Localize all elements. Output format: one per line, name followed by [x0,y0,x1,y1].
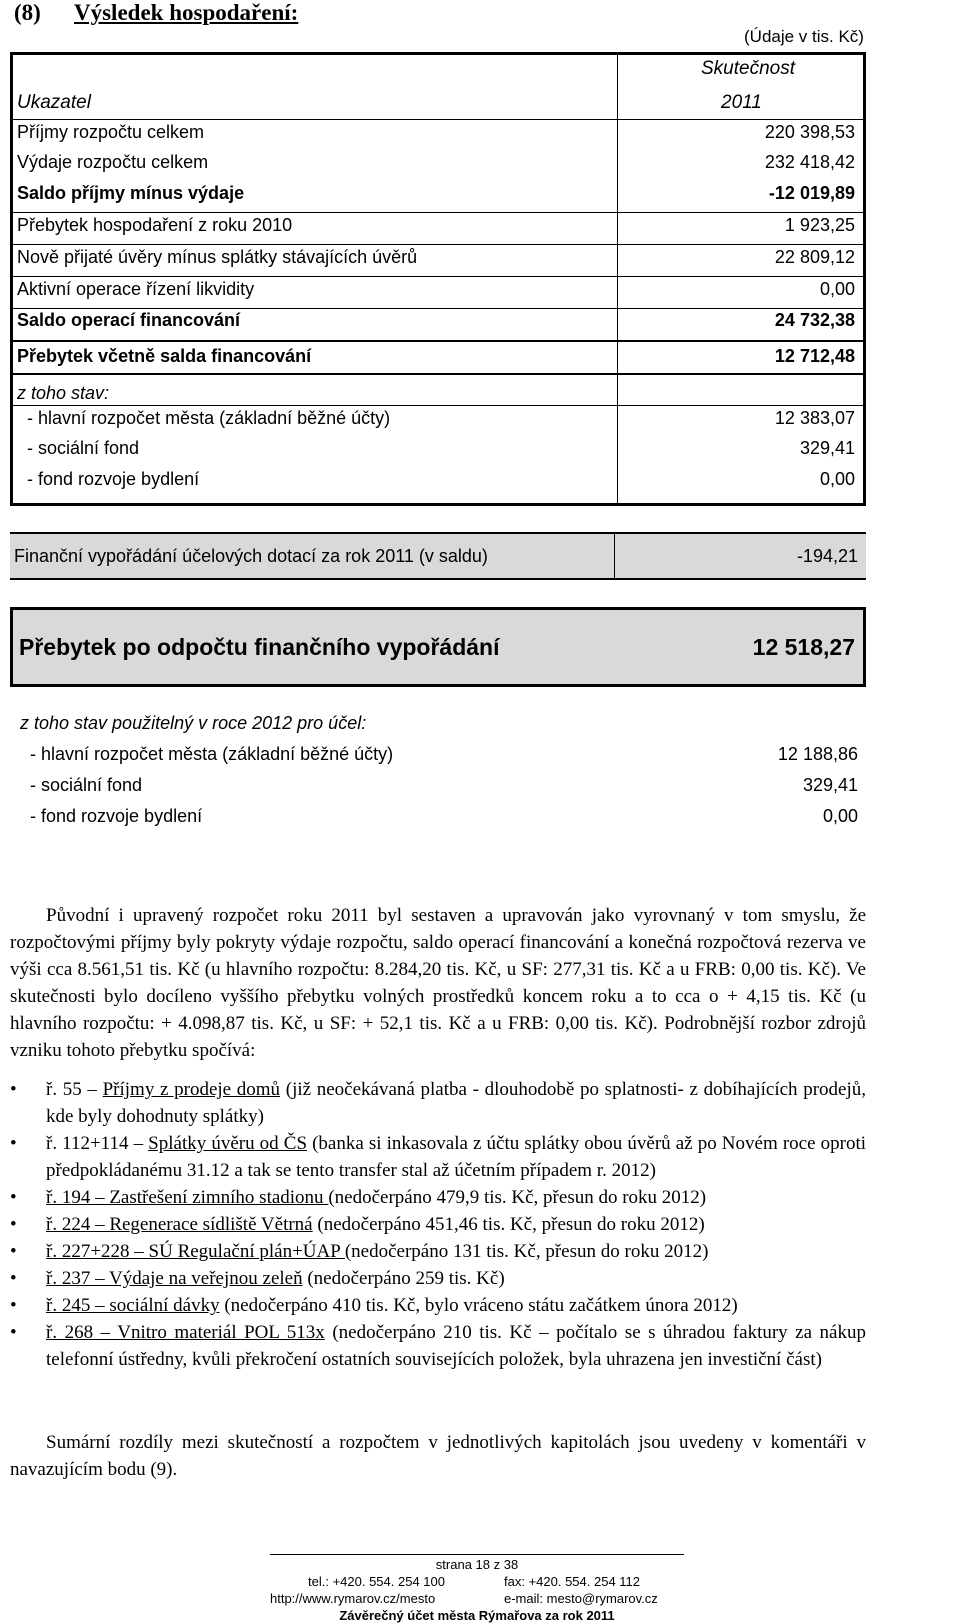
table-row [10,806,866,836]
table-row [13,152,863,182]
row-value: 12 712,48 [774,346,855,366]
row-label: Saldo operací financování [17,310,241,330]
row-label: Saldo příjmy mínus výdaje [17,183,245,203]
row-label: Přebytek hospodaření z roku 2010 [17,215,293,235]
page-number: strana 18 z 38 [435,1557,519,1572]
paragraph-intro: Původní i upravený rozpočet roku 2011 byl sestaven a upravován jako vyrovnaný v tom smyslu, že rozpočtovými příjmy byly pokryty výdaje rozpočtu, saldo operací financování a konečná rozpočtová rezerva ve výši cca 8.561,51 tis. Kč (u hlavního rozpočtu: 8.284,20 tis. Kč, u SF: 277,31 tis. Kč a u FRB: 0,00 tis. Kč). Ve skutečnosti bylo docíleno vyššího přebytku volných prostředků koncem roku a to cca o + 4,15 tis. Kč (u hlavního rozpočtu: + 4.098,87 tis. Kč, u SF: + 52,1 tis. Kč a u FRB: 0,00 tis. Kč). Podrobnější rozbor zdrojů vzniku tohoto přebytku spočívá: [10,905,866,1061]
list-item: • ř. 224 – Regenerace sídliště Větrná (nedočerpáno 451,46 tis. Kč, přesun do roku 2012) [10,1214,705,1235]
footer-rule [270,1554,684,1555]
row-value: 329,41 [802,775,858,795]
row-value: 12 188,86 [777,744,858,764]
row-divider [13,276,863,277]
row-divider [13,405,863,406]
row-label: - fond rozvoje bydlení [30,806,203,826]
row-label: Nově přijaté úvěry mínus splátky stávajících úvěrů [17,247,418,267]
column-header-skutecnost: Skutečnost [701,58,795,79]
column-header-year: 2011 [721,92,762,113]
table-row [13,346,863,376]
usable-label-text: z toho stav použitelný v roce 2012 pro účel: [20,713,367,733]
list-item: • ř. 268 – Vnitro materiál POL 513x (nedočerpáno 210 tis. Kč – počítalo se s úhradou faktury za nákup telefonní ústředny, kvůli překročení ostatních souvisejících položek, byla uhrazena jen investiční část) [10,1322,866,1370]
state-label-text: z toho stav: [17,383,110,403]
row-value: 0,00 [819,279,855,299]
section-heading [14,0,298,26]
table-row [13,469,863,499]
section-number: (8) [14,0,41,25]
row-value: 24 732,38 [774,310,855,330]
row-divider [13,212,863,213]
row-value: 232 418,42 [764,152,855,172]
row-label: Aktivní operace řízení likvidity [17,279,255,299]
page-footer [270,1556,684,1624]
state-label [13,383,863,411]
row-label: Příjmy rozpočtu celkem [17,122,205,142]
row-divider [13,244,863,245]
row-label: Výdaje rozpočtu celkem [17,152,209,172]
row-label: - sociální fond [27,438,140,458]
header-divider [13,119,863,120]
list-item: • ř. 237 – Výdaje na veřejnou zeleň (nedočerpáno 259 tis. Kč) [10,1268,505,1289]
row-divider [13,308,863,309]
list-item: • ř. 227+228 – SÚ Regulační plán+ÚAP (nedočerpáno 131 tis. Kč, přesun do roku 2012) [10,1241,709,1262]
list-item: • ř. 194 – Zastřešení zimního stadionu (nedočerpáno 479,9 tis. Kč, přesun do roku 2012) [10,1187,707,1208]
row-value: 22 809,12 [774,247,855,267]
section-title: Výsledek hospodaření: [74,0,299,25]
table-row [13,310,863,340]
units-note: (Údaje v tis. Kč) [744,27,864,46]
settlement-value: -194,21 [796,546,858,566]
list-item: • ř. 55 – Příjmy z prodeje domů (již neočekávaná platba - dlouhodobě po splatnosti- z dobíhajících prodejů, kde byly dohodnuty splátky) [10,1079,866,1127]
table-row [13,183,863,213]
row-label: - hlavní rozpočet města (základní běžné účty) [30,744,394,764]
row-value: 329,41 [799,438,855,458]
list-item: • ř. 112+114 – Splátky úvěru od ČS (banka si inkasovala z účtu splátky obou úvěrů až po Novém roce oproti předpokládanému 31.12 a tak se tento transfer stal až účetním případem r. 2012) [10,1133,866,1181]
surplus-row [10,607,866,687]
table-row [10,744,866,774]
paragraph-summary: Sumární rozdíly mezi skutečností a rozpočtem v jednotlivých kapitolách jsou uvedeny v komentáři v navazujícím bodu (9). [10,1432,866,1480]
row-value: 0,00 [819,469,855,489]
table-row [13,279,863,309]
result-table [10,52,866,506]
settlement-label: Finanční vypořádání účelových dotací za rok 2011 (v saldu) [14,546,488,566]
table-row [13,122,863,152]
footer-doc-title: Závěrečný účet města Rýmařova za rok 2011 [339,1608,615,1623]
column-divider [614,534,615,578]
footer-email[interactable]: e-mail: mesto@rymarov.cz [504,1591,658,1606]
settlement-row [10,532,866,580]
table-row [13,247,863,277]
footer-web-link[interactable]: http://www.rymarov.cz/mesto [270,1591,436,1606]
bullet-list [10,1076,866,1373]
surplus-value: 12 518,27 [752,634,855,660]
table-row [10,775,866,805]
row-divider [13,373,863,375]
row-value: 1 923,25 [784,215,855,235]
list-item: • ř. 245 – sociální dávky (nedočerpáno 410 tis. Kč, bylo vráceno státu začátkem února 2012) [10,1295,738,1316]
row-label: Přebytek včetně salda financování [17,346,312,366]
surplus-label: Přebytek po odpočtu finančního vypořádání [19,634,500,660]
row-divider [13,340,863,342]
footer-tel: tel.: +420. 554. 254 100 [308,1574,445,1589]
row-value: -12 019,89 [768,183,855,203]
table-row [13,408,863,438]
row-label: - hlavní rozpočet města (základní běžné účty) [27,408,391,428]
usable-label [10,713,866,741]
row-value: 220 398,53 [764,122,855,142]
row-label: - fond rozvoje bydlení [27,469,200,489]
row-value: 12 383,07 [774,408,855,428]
row-header-ukazatel: Ukazatel [17,92,91,113]
row-value: 0,00 [822,806,858,826]
footer-fax: fax: +420. 554. 254 112 [504,1574,641,1589]
table-row [13,215,863,245]
table-row [13,438,863,468]
row-label: - sociální fond [30,775,143,795]
